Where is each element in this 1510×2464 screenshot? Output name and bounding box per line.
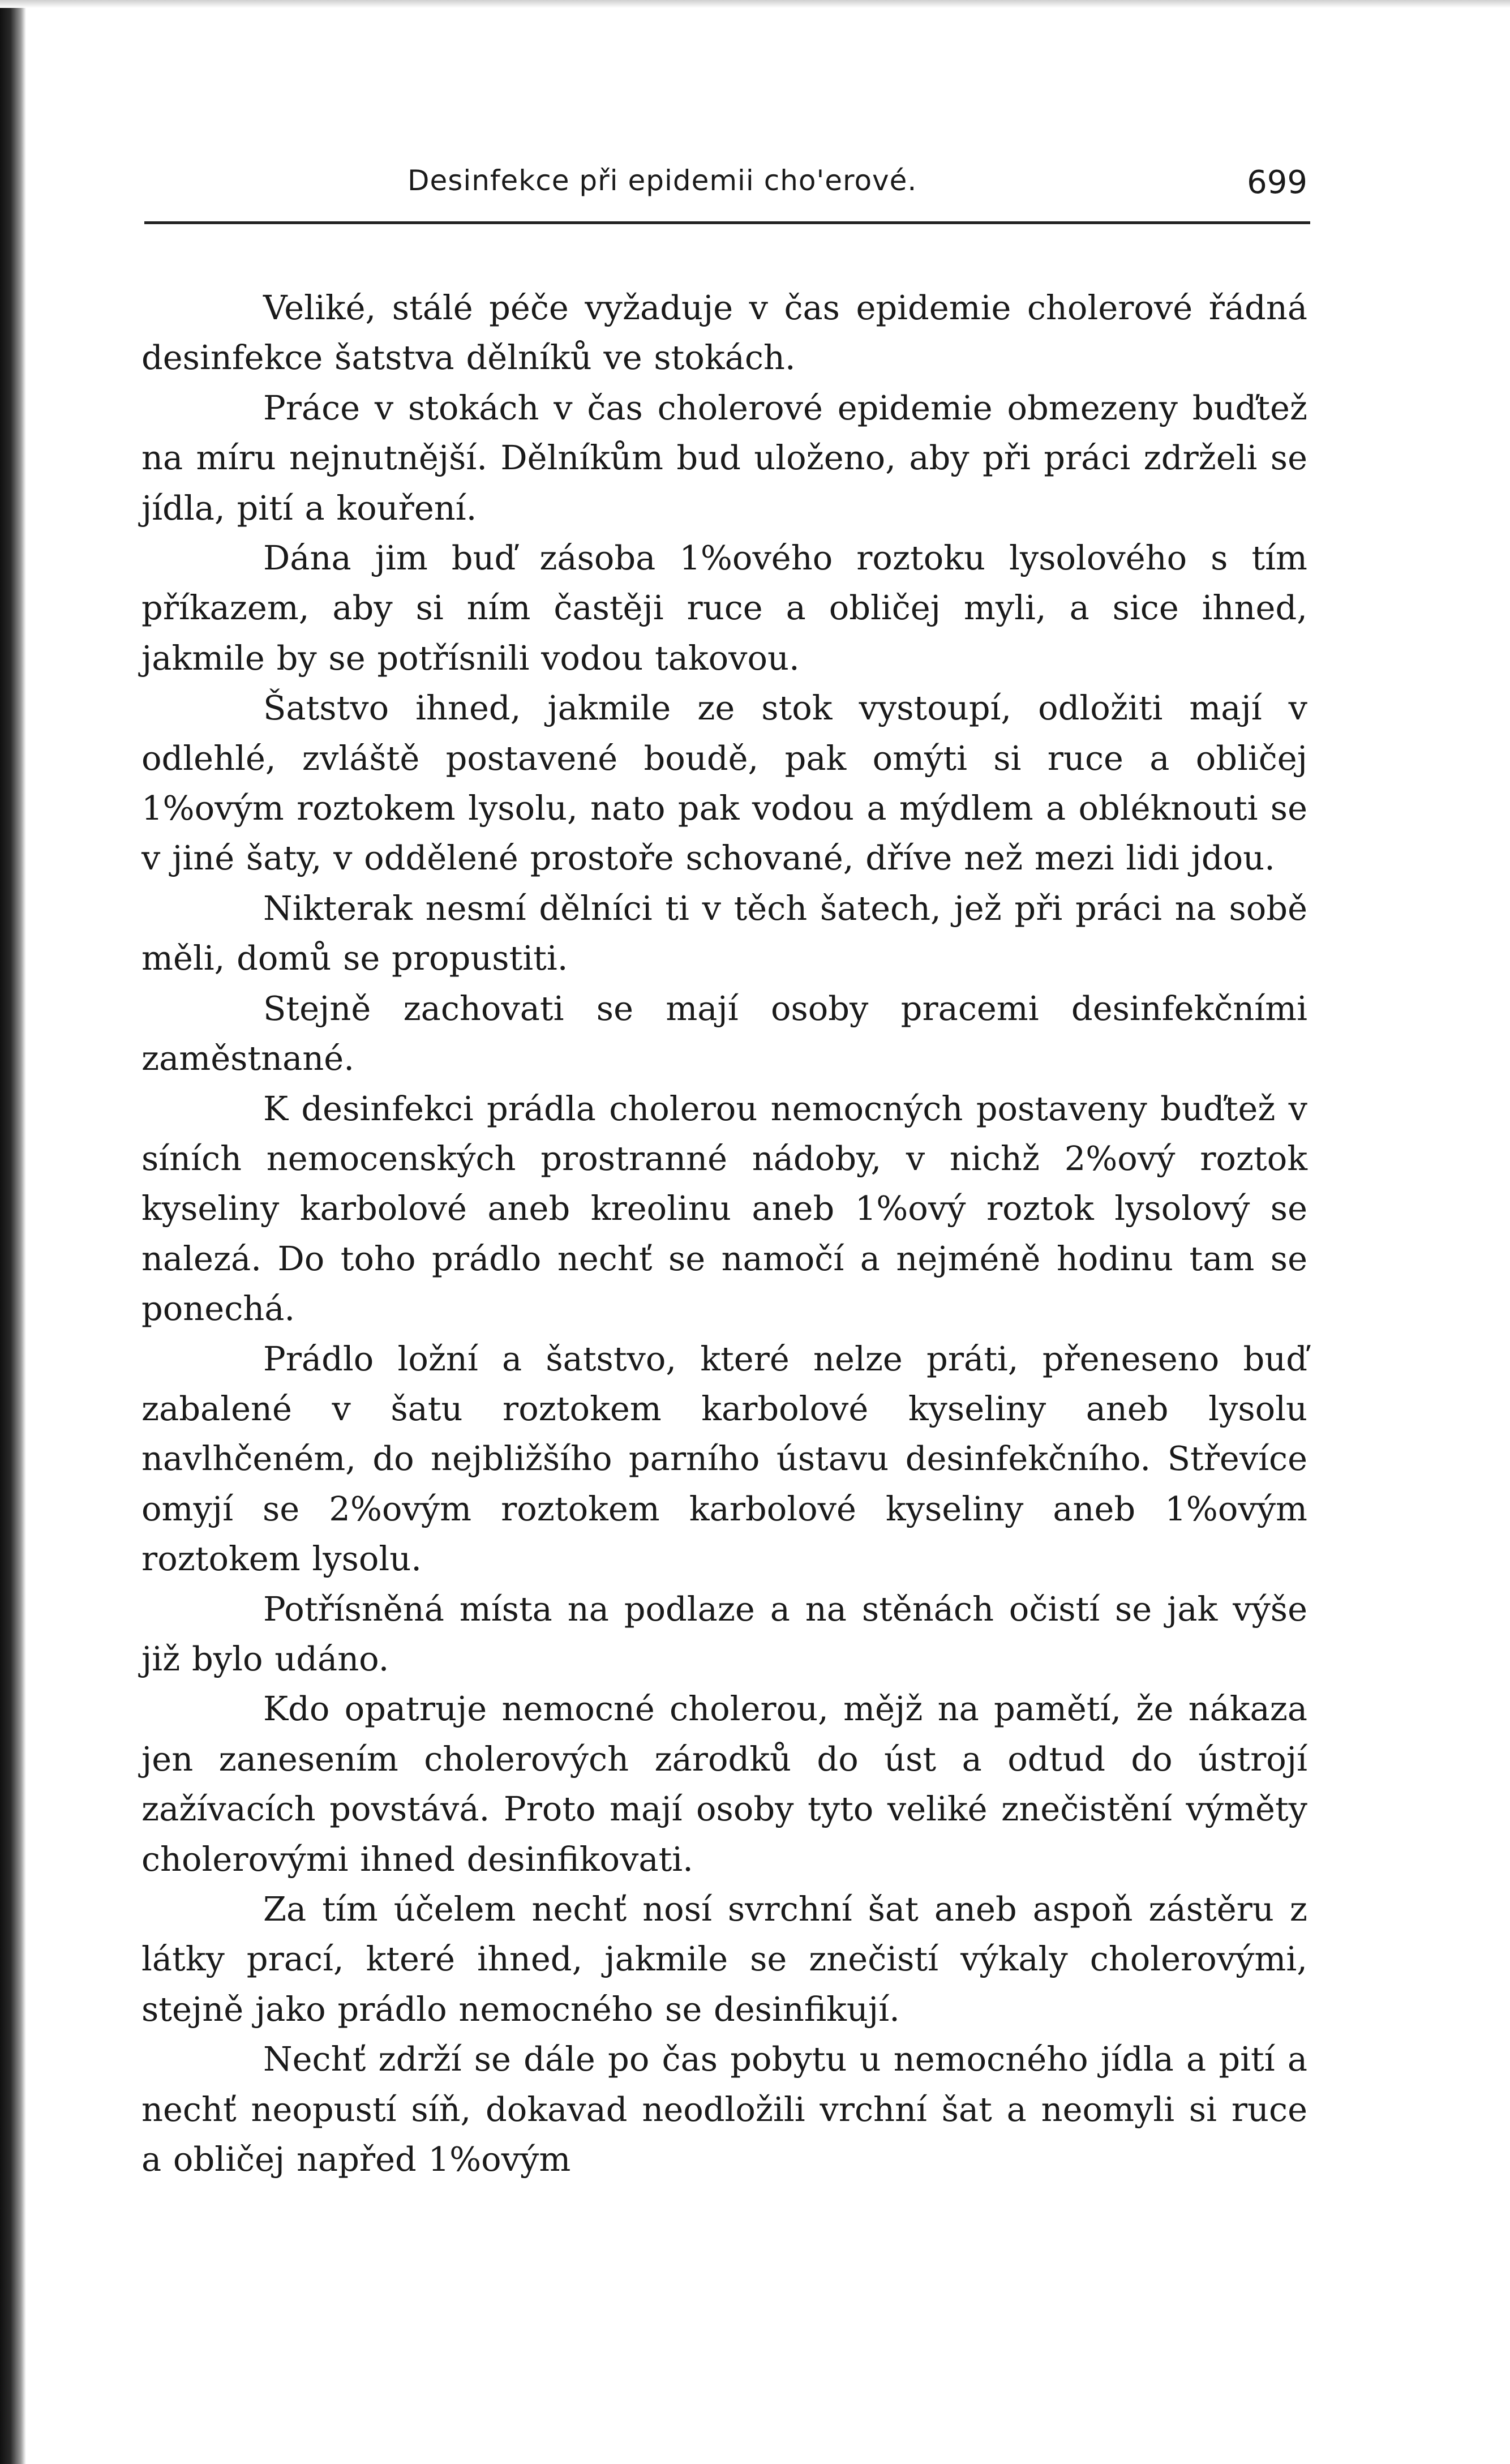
paragraph: Nikterak nesmí dělníci ti v těch šatech, jež při práci na sobě měli, domů se propustiti. (141, 888, 1307, 978)
scan-page-edge (0, 0, 26, 2464)
paragraph: Kdo opatruje nemocné cholerou, mějž na pamětí, že nákaza jen zanesením cholerových zárodků do úst a odtud do ústrojí zažívacích povstává. Proto mají osoby tyto veliké znečistění výměty cholerovými ihned desinfikovati. (141, 1689, 1307, 1879)
scan-top-edge (0, 0, 1510, 8)
paragraph: Potřísněná místa na podlaze a na stěnách očistí se jak výše již bylo udáno. (141, 1589, 1307, 1678)
book-page (141, 142, 1307, 2179)
paragraph: Za tím účelem nechť nosí svrchní šat aneb aspoň zástěru z látky prací, které ihned, jakmile se znečistí výkaly cholerovými, stejně jako prádlo nemocného se desinfikují. (141, 1889, 1307, 2029)
paragraph: Prádlo ložní a šatstvo, které nelze práti, přeneseno buď zabalené v šatu roztokem karbolové kyseliny aneb lysolu navlhčeném, do nejbližšího parního ústavu desinfekčního. Střevíce omyjí se 2%ovým roztokem karbolové kyseliny aneb 1%ovým roztokem lysolu. (141, 1339, 1307, 1579)
page-header (141, 142, 1307, 204)
paragraph: Práce v stokách v čas cholerové epidemie obmezeny buďtež na míru nejnutnější. Dělníkům bud uloženo, aby při práci zdrželi se jídla, pití a kouření. (141, 388, 1307, 528)
paragraph: Stejně zachovati se mají osoby pracemi desinfekčními zaměstnané. (141, 988, 1307, 1078)
paragraph: Veliké, stálé péče vyžaduje v čas epidemie cholerové řádná desinfekce šatstva dělníků ve stokách. (141, 288, 1307, 378)
paragraph: Dána jim buď zásoba 1%ového roztoku lysolového s tím příkazem, aby si ním častěji ruce a obličej myli, a sice ihned, jakmile by se potřísnili vodou takovou. (141, 538, 1307, 678)
running-title: Desinfekce při epidemii cho'erové. (407, 164, 917, 197)
header-rule (144, 221, 1310, 224)
page-number: 699 (1247, 164, 1307, 201)
body-text (141, 283, 1307, 2184)
paragraph: K desinfekci prádla cholerou nemocných postaveny buďtež v síních nemocenských prostranné nádoby, v nichž 2%ový roztok kyseliny karbolové aneb kreolinu aneb 1%ový roztok lysolový se nalezá. Do toho prádlo nechť se namočí a nejméně hodinu tam se ponechá. (141, 1089, 1307, 1329)
paragraph: Šatstvo ihned, jakmile ze stok vystoupí, odložiti mají v odlehlé, zvláště postavené boudě, pak omýti si ruce a obličej 1%ovým roztokem lysolu, nato pak vodou a mýdlem a obléknouti se v jiné šaty, v oddělené prostoře schované, dříve než mezi lidi jdou. (141, 688, 1307, 878)
paragraph: Nechť zdrží se dále po čas pobytu u nemocného jídla a pití a nechť neopustí síň, dokavad neodložili vrchní šat a neomyli si ruce a obličej napřed 1%ovým (141, 2039, 1307, 2179)
